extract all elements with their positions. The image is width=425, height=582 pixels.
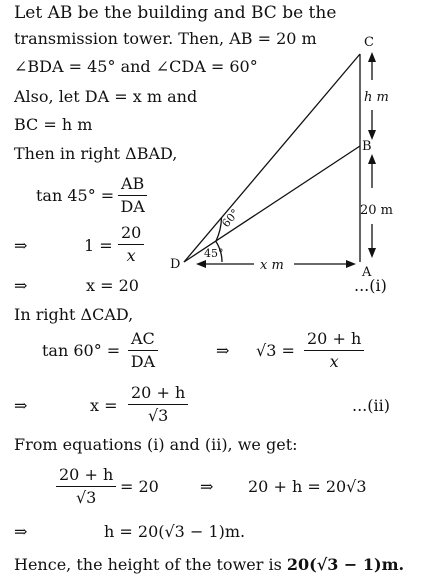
sqrt3-lhs: √3 = [256,341,295,360]
intro-line-6: Then in right ΔBAD, [14,144,178,163]
label-b: B [362,139,372,154]
combined-numerator: 20 + h [56,466,116,487]
tan60-numerator: AC [128,330,158,351]
label-a: A [362,265,372,280]
implies-arrow-6: ⇒ [14,522,28,541]
eq1-denominator: x [126,245,136,265]
implies-arrow-1: ⇒ [14,236,28,255]
sqrt3-numerator: 20 + h [304,330,364,351]
tan45-numerator: AB [118,175,147,196]
eq1-lhs: 1 = [84,236,113,255]
implies-arrow-4: ⇒ [14,396,28,415]
label-c: C [364,35,374,50]
arrowhead-down-icon [368,248,376,258]
label-angle-60: 60° [219,206,242,230]
cad-heading: In right ΔCAD, [14,305,134,324]
conclusion-text: Hence, the height of the tower is [14,555,287,574]
eq-xh-numerator: 20 + h [128,384,188,405]
arrowhead-up-icon [368,154,376,164]
implies-arrow-3: ⇒ [216,341,230,360]
arrowhead-up-icon [368,52,376,62]
label-h-m: h m [364,90,389,105]
arrowhead-left-icon [196,260,206,268]
arrowhead-right-icon [346,260,356,268]
label-20-m: 20 m [360,203,394,218]
tan45-lhs: tan 45° = [36,186,115,205]
intro-line-2: transmission tower. Then, AB = 20 m [14,29,317,48]
label-d: D [170,257,181,272]
intro-line-3: ∠BDA = 45° and ∠CDA = 60° [14,57,258,76]
intro-line-4: Also, let DA = x m and [14,87,198,106]
tan60-lhs: tan 60° = [42,341,121,360]
tan60-denominator: DA [130,351,156,371]
combined-eq-20: = 20 [120,477,159,496]
eq1-numerator: 20 [118,224,144,245]
conclusion-answer: 20(√3 − 1)m. [286,555,405,574]
intro-line-5: BC = h m [14,115,93,134]
implies-arrow-5: ⇒ [200,477,214,496]
implies-arrow-2: ⇒ [14,276,28,295]
eq-xh-lhs: x = [90,396,118,415]
combined-rhs: 20 + h = 20√3 [248,477,367,496]
eq-ref-ii: ...(ii) [352,396,390,415]
tan45-denominator: DA [120,196,145,216]
eq-xh-denominator: √3 [147,405,169,425]
from-equations-text: From equations (i) and (ii), we get: [14,435,298,454]
intro-line-1: Let AB be the building and BC be the [14,3,337,23]
eq-h-result: h = 20(√3 − 1)m. [104,522,246,541]
line-db [184,146,360,262]
sqrt3-denominator: x [329,351,339,371]
eq-ref-i: ...(i) [354,276,387,295]
eq-x-equals-20: x = 20 [86,276,139,295]
label-x-m: x m [260,258,284,273]
label-angle-45: 45° [204,247,224,260]
line-dc [184,54,360,262]
combined-denominator: √3 [75,487,97,507]
